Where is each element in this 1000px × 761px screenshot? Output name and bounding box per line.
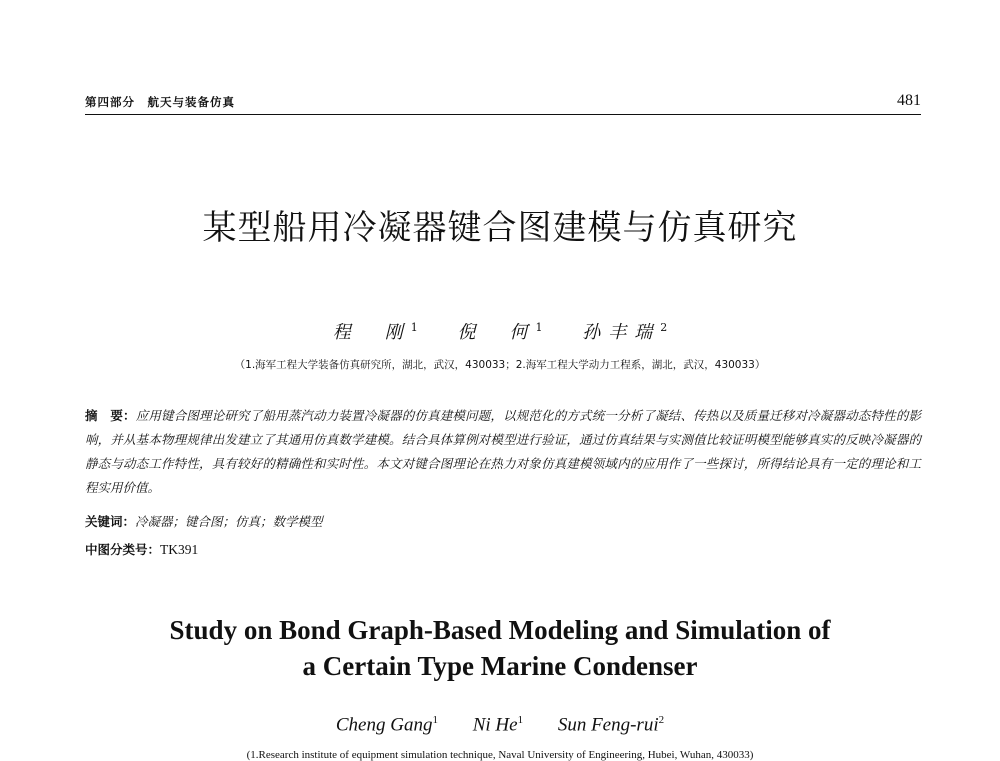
- author-en-1-name: Cheng Gang: [335, 714, 433, 736]
- page-number: 481: [897, 92, 921, 109]
- keywords: [85, 512, 323, 530]
- author-cn-1: [333, 318, 418, 344]
- affiliation-chinese: （1.海军工程大学装备仿真研究所，湖北，武汉，430033；2.海军工程大学动力工程系，湖北，武汉，430033）: [234, 359, 766, 371]
- author-en-2-name: Ni He: [472, 714, 518, 736]
- classification-number: [85, 540, 198, 558]
- author-cn-1-name: 程 刚: [332, 322, 411, 343]
- abstract-label: 摘 要：: [85, 408, 136, 423]
- affiliation-english: (1.Research institute of equipment simulation technique, Naval University of Engineering, Hubei, Wuhan, 430033): [246, 749, 754, 761]
- title-en-line-1: Study on Bond Graph-Based Modeling and Simulation of: [169, 615, 831, 645]
- keywords-label: 关键词：: [85, 514, 136, 529]
- title-chinese: 某型船用冷凝器键合图建模与仿真研究: [202, 208, 798, 248]
- author-cn-3-name: 孙丰瑞: [582, 322, 661, 343]
- running-header: [85, 92, 921, 115]
- title-en-line-2: a Certain Type Marine Condenser: [302, 651, 698, 681]
- title-english: [0, 612, 1000, 684]
- author-en-3-sup: 2: [658, 714, 665, 726]
- author-cn-2-sup: 1: [535, 321, 543, 334]
- author-en-2: [473, 714, 523, 736]
- author-cn-3: [582, 318, 667, 344]
- authors-english: [0, 714, 1000, 736]
- author-en-3: [558, 714, 664, 736]
- abstract-text: 应用键合图理论研究了船用蒸汽动力装置冷凝器的仿真建模问题，以规范化的方式统一分析了凝结、传热以及质量迁移对冷凝器动态特性的影响，并从基本物理规律出发建立了其通用仿真数学建模。结合具体算例对模型进行验证，通过仿真结果与实测值比较证明模型能够真实的反映冷凝器的静态与动态工作特性，具有较好的精确性和实时性。本文对键合图理论在热力对象仿真建模领域内的应用作了一些探讨，所得结论具有一定的理论和工程实用价值。: [85, 408, 921, 495]
- author-en-3-name: Sun Feng-rui: [557, 714, 659, 736]
- keywords-text: 冷凝器；键合图；仿真；数学模型: [135, 514, 323, 529]
- author-cn-3-sup: 2: [660, 321, 668, 334]
- author-en-1: [336, 714, 438, 736]
- author-cn-2-name: 倪 何: [457, 322, 536, 343]
- authors-chinese: [0, 318, 1000, 344]
- author-cn-1-sup: 1: [410, 321, 418, 334]
- author-cn-2: [458, 318, 543, 344]
- clc-code: TK391: [160, 542, 199, 557]
- abstract: [85, 404, 921, 500]
- author-en-1-sup: 1: [432, 714, 438, 726]
- author-en-2-sup: 1: [517, 714, 524, 726]
- section-label: 第四部分 航天与装备仿真: [85, 95, 235, 109]
- clc-label: 中图分类号：: [85, 542, 161, 557]
